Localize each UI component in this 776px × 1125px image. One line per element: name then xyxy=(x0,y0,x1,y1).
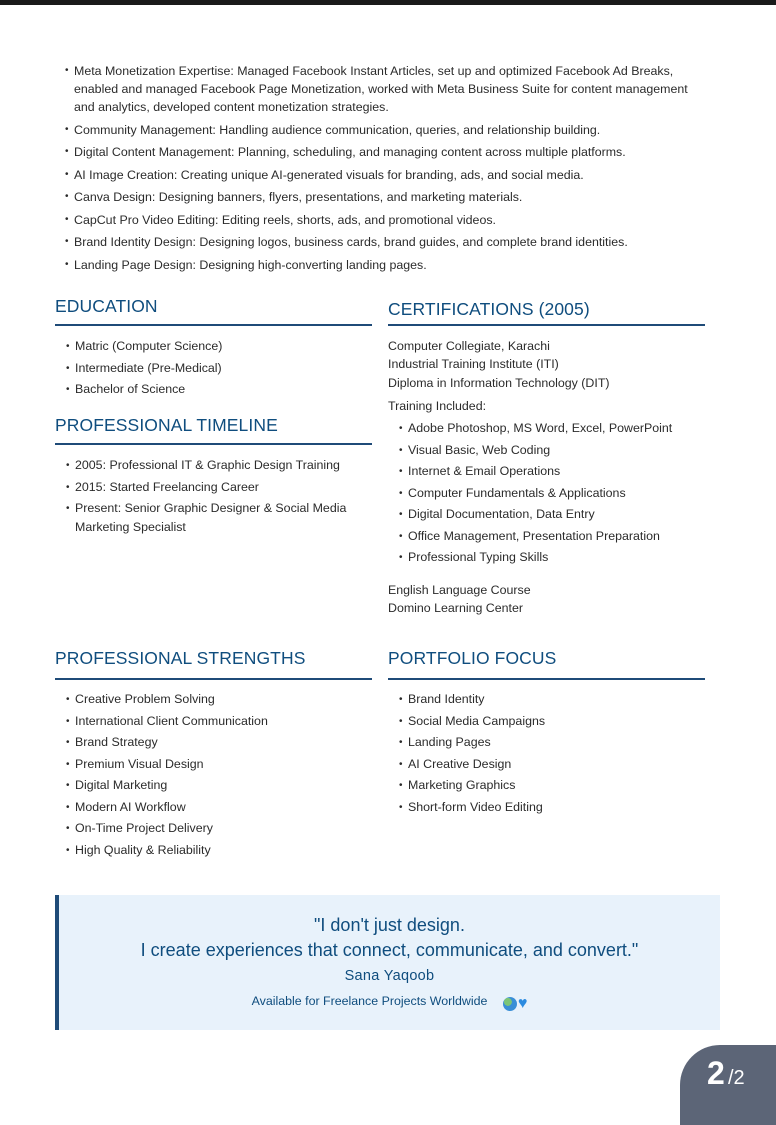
cert-extra-line: Domino Learning Center xyxy=(388,601,523,616)
skill-item: • Canva Design: Designing banners, flyers, presentations, and marketing materials. xyxy=(65,188,705,206)
certifications-extra-block xyxy=(388,581,708,618)
education-item: • Matric (Computer Science) xyxy=(66,337,366,356)
strength-item: • International Client Communication xyxy=(66,712,366,731)
skill-item: • Digital Content Management: Planning, scheduling, and managing content across multiple platforms. xyxy=(65,143,705,161)
skill-item: • AI Image Creation: Creating unique AI-generated visuals for branding, ads, and social media. xyxy=(65,166,705,184)
certifications-rule xyxy=(388,324,705,326)
cert-org-line: Diploma in Information Technology (DIT) xyxy=(388,375,610,390)
availability-text: Available for Freelance Projects Worldwide xyxy=(251,994,488,1008)
timeline-rule xyxy=(55,443,372,445)
strength-item: • On-Time Project Delivery xyxy=(66,819,366,838)
availability-line xyxy=(59,994,720,1011)
skill-item: • Brand Identity Design: Designing logos, business cards, brand guides, and complete brand identities. xyxy=(65,233,705,251)
training-item: • Computer Fundamentals & Applications xyxy=(399,484,709,503)
timeline-item: • 2015: Started Freelancing Career xyxy=(66,478,366,497)
portfolio-item: • Social Media Campaigns xyxy=(399,712,699,731)
quote-line-2: I create experiences that connect, communicate, and convert." xyxy=(140,940,639,960)
portfolio-item: • Marketing Graphics xyxy=(399,776,699,795)
strength-item: • High Quality & Reliability xyxy=(66,841,366,860)
training-label: Training Included: xyxy=(388,399,487,413)
strengths-heading: PROFESSIONAL STRENGTHS xyxy=(55,648,306,668)
portfolio-item: • Brand Identity xyxy=(399,690,699,709)
availability-emoji xyxy=(503,996,528,1011)
strength-item: • Premium Visual Design xyxy=(66,755,366,774)
education-item: • Intermediate (Pre-Medical) xyxy=(66,359,366,378)
top-border xyxy=(0,0,776,5)
skill-item: • CapCut Pro Video Editing: Editing reels, shorts, ads, and promotional videos. xyxy=(65,211,705,229)
training-item: • Digital Documentation, Data Entry xyxy=(399,505,709,524)
portfolio-rule xyxy=(388,678,705,680)
education-rule xyxy=(55,324,372,326)
strength-item: • Modern AI Workflow xyxy=(66,798,366,817)
skill-item: • Meta Monetization Expertise: Managed Facebook Instant Articles, set up and optimized Facebook Ad Breaks, enabled and managed Facebook Page Monetization, worked with Meta Business Suite for content management and analytics, developed content monetization strategies. xyxy=(65,62,705,116)
timeline-item: • Present: Senior Graphic Designer & Social Media Marketing Specialist xyxy=(66,499,366,537)
skill-item: • Landing Page Design: Designing high-converting landing pages. xyxy=(65,256,705,274)
strengths-list xyxy=(66,690,366,862)
education-item: • Bachelor of Science xyxy=(66,380,366,399)
skill-item: • Community Management: Handling audience communication, queries, and relationship building. xyxy=(65,121,705,139)
strengths-rule xyxy=(55,678,372,680)
quote-line-1: "I don't just design. xyxy=(314,915,465,935)
timeline-item: • 2005: Professional IT & Graphic Design Training xyxy=(66,456,366,475)
training-item: • Internet & Email Operations xyxy=(399,462,709,481)
portfolio-item: • Landing Pages xyxy=(399,733,699,752)
training-item: • Professional Typing Skills xyxy=(399,548,709,567)
training-item: • Adobe Photoshop, MS Word, Excel, PowerPoint xyxy=(399,419,709,438)
timeline-list xyxy=(66,456,366,540)
page-total: /2 xyxy=(728,1067,745,1089)
certifications-heading: CERTIFICATIONS (2005) xyxy=(388,299,590,319)
cert-org-line: Computer Collegiate, Karachi xyxy=(388,339,550,353)
portfolio-heading: PORTFOLIO FOCUS xyxy=(388,648,557,668)
quote-author: Sana Yaqoob xyxy=(344,968,435,984)
timeline-heading: PROFESSIONAL TIMELINE xyxy=(55,415,278,435)
page-current: 2 xyxy=(707,1055,725,1091)
training-item: • Office Management, Presentation Preparation xyxy=(399,527,709,546)
portfolio-item: • Short-form Video Editing xyxy=(399,798,699,817)
portfolio-list xyxy=(399,690,699,819)
globe-icon xyxy=(503,997,517,1011)
strength-item: • Creative Problem Solving xyxy=(66,690,366,709)
training-item: • Visual Basic, Web Coding xyxy=(399,441,709,460)
training-list xyxy=(399,419,709,570)
strength-item: • Brand Strategy xyxy=(66,733,366,752)
quote-box xyxy=(55,895,720,1030)
skills-list xyxy=(65,62,705,278)
blue-heart-icon: ♥ xyxy=(517,994,528,1012)
education-heading: EDUCATION xyxy=(55,296,158,316)
cert-extra-line: English Language Course xyxy=(388,583,531,597)
portfolio-item: • AI Creative Design xyxy=(399,755,699,774)
certifications-org-block xyxy=(388,337,708,392)
strength-item: • Digital Marketing xyxy=(66,776,366,795)
cert-org-line: Industrial Training Institute (ITI) xyxy=(388,357,559,372)
page-indicator xyxy=(680,1045,776,1125)
education-list xyxy=(66,337,366,402)
